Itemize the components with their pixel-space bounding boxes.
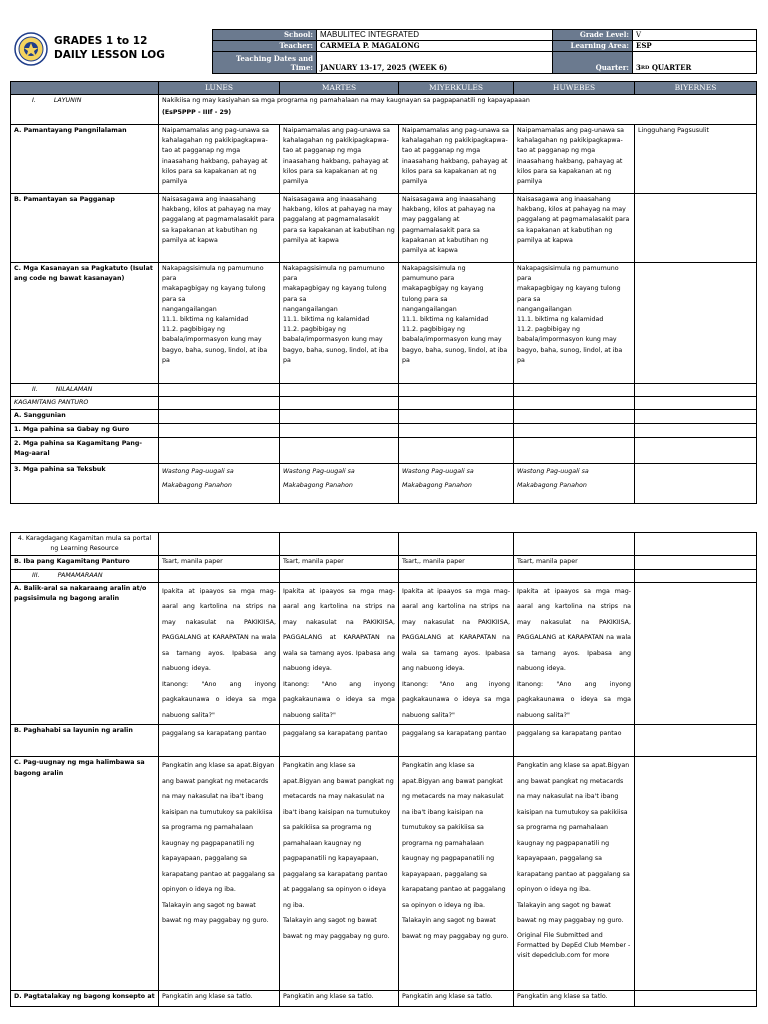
karagdagang-kagamitan-label: 4. Karagdagang Kagamitan mula sa portal ng Learning Resource <box>11 533 159 556</box>
teaching-dates-label: Teaching Dates and Time: <box>213 52 317 74</box>
kasanayan-martes: Nakapagsisimula ng pamumuno para makapagbigay ng kayang tulong para sa nangangailangan 11.1. biktima ng kalamidad 11.2. pagbibigay ng babala/impormasyon kung may bagyo, baha, sunog, lindol, at iba pa <box>280 263 399 384</box>
nilalaman-label <box>11 384 159 397</box>
pagtatalakay-huwebes: Pangkatin ang klase sa tatlo. <box>514 991 635 1007</box>
learning-area-label: Learning Area: <box>553 41 633 52</box>
kagamitang-pang-mag-aaral-row <box>11 437 757 463</box>
teaching-dates-value: JANUARY 13-17, 2025 (WEEK 6) <box>317 52 553 74</box>
pamantayan-sa-pagganap-label: B. Pamantayan sa Pagganap <box>11 194 159 263</box>
iba-pang-lunes: Tsart, manila paper <box>159 556 280 569</box>
layunin-text: Nakikiisa ng may kasiyahan sa mga programa ng pamahalaan na may kaugnayan sa pagpapanatili ng kapayapaaan <box>162 97 530 104</box>
pag-uugnay-huwebes-cell <box>514 757 635 991</box>
paghahabi-miyerkules: paggalang sa karapatang pantao <box>399 725 514 757</box>
paghahabi-row <box>11 725 757 757</box>
pagganap-lunes: Naisasagawa ang inaasahang hakbang, kilos at pahayag na may paggalang at pagmamalasakit para sa kapakanan at kabutihan ng pamilya at kapwa <box>159 194 280 263</box>
quarter-value <box>633 52 757 74</box>
pagtatalakay-martes: Pangkatin ang klase sa tatlo. <box>280 991 399 1007</box>
depedclub-note: Original File Submitted and Formatted by DepEd Club Member - visit depedclub.com for more <box>517 931 631 959</box>
kasanayan-miyerkules: Nakapagsisimula ng pamumuno para makapagbigay ng kayang tulong para sa nangangailangan 11.1. biktima ng kalamidad 11.2. pagbibigay ng babala/impormasyon kung may bagyo, baha, sunog, lindol, at iba pa <box>399 263 514 384</box>
day-header-huwebes: HUWEBES <box>514 82 635 95</box>
pagtatalakay-miyerkules: Pangkatin ang klase sa tatlo. <box>399 991 514 1007</box>
school-value: MABULITEC INTEGRATED <box>317 30 553 41</box>
iba-pang-kagamitan-label: B. Iba pang Kagamitang Panturo <box>11 556 159 569</box>
pamamaraan-label <box>11 569 159 582</box>
pamamaraan-row <box>11 569 757 582</box>
pamamaraan-title: PAMAMARAAN <box>57 571 103 579</box>
pagganap-martes: Naisasagawa ang inaasahang hakbang, kilos at pahayag na may paggalang at pagmamalasakit para sa kapakanan at kabutihan ng pamilya at kapwa <box>280 194 399 263</box>
teksbuk-row <box>11 463 757 503</box>
balik-aral-row <box>11 582 757 725</box>
day-header-martes: MARTES <box>280 82 399 95</box>
balik-aral-label: A. Balik-aral sa nakaraang aralin at/o pagsisimula ng bagong aralin <box>11 582 159 725</box>
balik-aral-lunes: Ipakita at ipaayos sa mga mag-aaral ang kartolina na strips na may nakasulat na PAKIKIISA, PAGGALANG at KARAPATAN na wala sa tamang ayos. Ipabasa ang nabuong ideya. Itanong: "Ano ang inyong pagkakaunawa o ideya sa mga nabuong salita?" <box>159 582 280 725</box>
day-header-lunes: LUNES <box>159 82 280 95</box>
kasanayan-label: C. Mga Kasanayan sa Pagkatuto (Isulat ang code ng bawat kasanayan) <box>11 263 159 384</box>
pag-uugnay-lunes: Pangkatin ang klase sa apat.Bigyan ang bawat pangkat ng metacards na may nakasulat na iba't ibang kaisipan na tumutukoy sa pakikiisa sa programa ng pamahalaan kaugnay ng pagpapanatili ng kapayapaan, paggalang sa karapatang pantao at paggalang sa opinyon o ideya ng iba. Talakayin ang sagot ng bawat bawat ng may paggabay ng guro. <box>159 757 280 991</box>
pagganap-miyerkules: Naisasagawa ang inaasahang hakbang, kilos at pahayag na may paggalang at pagmamalasakit para sa kapakanan at kabutihan ng pamilya at kapwa <box>399 194 514 263</box>
teacher-label: Teacher: <box>213 41 317 52</box>
school-label: School: <box>213 30 317 41</box>
paghahabi-huwebes: paggalang sa karapatang pantao <box>514 725 635 757</box>
grade-level-label: Grade Level: <box>553 30 633 41</box>
pagtatalakay-row <box>11 991 757 1007</box>
pagtatalakay-label: D. Pagtatalakay ng bagong konsepto at <box>11 991 159 1007</box>
kasanayan-row <box>11 263 757 384</box>
pag-uugnay-martes: Pangkatin ang klase sa apat.Bigyan ang bawat pangkat ng metacards na may nakasulat na iba't ibang kaisipan na tumutukoy sa pakikiisa sa programa ng pamahalaan kaugnay ng pagpapanatili ng kapayapaan, paggalang sa karapatang pantao at paggalang sa opinyon o ideya ng iba. Talakayin ang sagot ng bawat bawat ng may paggabay ng guro. <box>280 757 399 991</box>
kasanayan-biyernes <box>635 263 757 384</box>
pangnilalaman-martes: Naipamamalas ang pag-unawa sa kahalagahan ng pakikipagkapwa-tao at pagganap ng mga inaasahang hakbang, pahayag at kilos para sa kapakanan at ng pamilya <box>280 125 399 194</box>
quarter-word: QUARTER <box>651 63 692 72</box>
pag-uugnay-row <box>11 757 757 991</box>
pagganap-biyernes <box>635 194 757 263</box>
nilalaman-title: NILALAMAN <box>55 386 93 393</box>
nilalaman-row <box>11 384 757 397</box>
quarter-number: 3 <box>636 63 641 72</box>
pangnilalaman-biyernes: Lingguhang Pagsusulit <box>635 125 757 194</box>
paghahabi-lunes: paggalang sa karapatang pantao <box>159 725 280 757</box>
layunin-code: (EsP5PPP - IIIf - 29) <box>162 109 232 117</box>
pangnilalaman-miyerkules: Naipamamalas ang pag-unawa sa kahalagahan ng pakikipagkapwa-tao at pagganap ng mga inaasahang hakbang, pahayag at kilos para sa kapakanan at ng pamilya <box>399 125 514 194</box>
teksbuk-huwebes: Wastong Pag-uugali sa Makabagong Panahon <box>514 463 635 503</box>
balik-aral-miyerkules: Ipakita at ipaayos sa mga mag-aaral ang kartolina na strips na may nakasulat na PAKIKIISA, PAGGALANG at KARAPATAN na wala sa tamang ayos. Ipabasa ang nabuong ideya. Itanong: "Ano ang inyong pagkakaunawa o ideya sa mga nabuong salita?" <box>399 582 514 725</box>
iba-pang-miyerkules: Tsart,, manila paper <box>399 556 514 569</box>
pagtatalakay-lunes: Pangkatin ang klase sa tatlo. <box>159 991 280 1007</box>
sanggunian-label: A. Sanggunian <box>11 410 159 423</box>
teksbuk-biyernes <box>635 463 757 503</box>
paghahabi-label: B. Paghahabi sa layunin ng aralin <box>11 725 159 757</box>
kagamitang-pang-mag-aaral-label: 2. Mga pahina sa Kagamitang Pang-Mag-aaral <box>11 437 159 463</box>
corner-cell <box>11 82 159 95</box>
lesson-log-table-page-2 <box>10 532 757 1007</box>
pamamaraan-number: III. <box>32 571 40 579</box>
kagamitang-panturo-label: KAGAMITANG PANTURO <box>11 397 159 410</box>
layunin-text-cell <box>159 95 757 125</box>
balik-aral-martes: Ipakita at ipaayos sa mga mag-aaral ang kartolina na strips na may nakasulat na PAKIKIISA, PAGGALANG at KARAPATAN na wala sa tamang ayos. Ipabasa ang nabuong ideya. Itanong: "Ano ang inyong pagkakaunawa o ideya sa mga nabuong salita?" <box>280 582 399 725</box>
deped-seal-icon <box>14 32 48 66</box>
layunin-label <box>11 95 159 125</box>
document-title <box>54 34 165 62</box>
nilalaman-number: II. <box>32 386 38 393</box>
learning-area-value: ESP <box>633 41 757 52</box>
quarter-label: Quarter: <box>553 52 633 74</box>
day-header-biyernes: BIYERNES <box>635 82 757 95</box>
layunin-number: I. <box>32 97 36 104</box>
paghahabi-martes: paggalang sa karapatang pantao <box>280 725 399 757</box>
kagamitang-panturo-row <box>11 397 757 410</box>
header-info-table <box>212 29 757 74</box>
lesson-log-table-page-1 <box>10 81 757 504</box>
title-line-1: GRADES 1 to 12 <box>54 35 148 47</box>
pamantayang-pangnilalaman-row <box>11 125 757 194</box>
iba-pang-kagamitan-row <box>11 556 757 569</box>
pamantayang-pangnilalaman-label: A. Pamantayang Pangnilalaman <box>11 125 159 194</box>
pangnilalaman-huwebes: Naipamamalas ang pag-unawa sa kahalagahan ng pakikipagkapwa-tao at pagganap ng mga inaasahang hakbang, pahayag at kilos para sa kapakanan at ng pamilya <box>514 125 635 194</box>
layunin-title: LAYUNIN <box>53 97 82 104</box>
pag-uugnay-huwebes: Pangkatin ang klase sa apat.Bigyan ang bawat pangkat ng metacards na may nakasulat na iba't ibang kaisipan na tumutukoy sa pakikiisa sa programa ng pamahalaan kaugnay ng pagpapanatili ng kapayapaan, paggalang sa karapatang pantao at paggalang sa opinyon o ideya ng iba. Talakayin ang sagot ng bawat bawat ng may paggabay ng guro. <box>517 762 630 925</box>
iba-pang-martes: Tsart, manila paper <box>280 556 399 569</box>
gabay-ng-guro-row <box>11 423 757 437</box>
quarter-suffix: RD <box>640 65 650 71</box>
sanggunian-row <box>11 410 757 423</box>
teksbuk-martes: Wastong Pag-uugali sa Makabagong Panahon <box>280 463 399 503</box>
layunin-row <box>11 95 757 125</box>
pag-uugnay-label: C. Pag-uugnay ng mga halimbawa sa bagong aralin <box>11 757 159 991</box>
teksbuk-miyerkules: Wastong Pag-uugali sa Makabagong Panahon <box>399 463 514 503</box>
balik-aral-huwebes: Ipakita at ipaayos sa mga mag-aaral ang kartolina na strips na may nakasulat na PAKIKIISA, PAGGALANG at KARAPATAN na wala sa tamang ayos. Ipabasa ang nabuong ideya. Itanong: "Ano ang inyong pagkakaunawa o ideya sa mga nabuong salita?" <box>514 582 635 725</box>
teksbuk-lunes: Wastong Pag-uugali sa Makabagong Panahon <box>159 463 280 503</box>
day-header-row <box>11 82 757 95</box>
pamantayan-sa-pagganap-row <box>11 194 757 263</box>
pagganap-huwebes: Naisasagawa ang inaasahang hakbang, kilos at pahayag na may paggalang at pagmamalasakit para sa kapakanan at kabutihan ng pamilya at kapwa <box>514 194 635 263</box>
karagdagang-kagamitan-row <box>11 533 757 556</box>
kasanayan-lunes: Nakapagsisimula ng pamumuno para makapagbigay ng kayang tulong para sa nangangailangan 11.1. biktima ng kalamidad 11.2. pagbibigay ng babala/impormasyon kung may bagyo, baha, sunog, lindol, at iba pa <box>159 263 280 384</box>
day-header-miyerkules: MIYERKULES <box>399 82 514 95</box>
gabay-ng-guro-label: 1. Mga pahina sa Gabay ng Guro <box>11 423 159 437</box>
title-line-2: DAILY LESSON LOG <box>54 49 165 61</box>
pag-uugnay-miyerkules: Pangkatin ang klase sa apat.Bigyan ang bawat pangkat ng metacards na may nakasulat na iba't ibang kaisipan na tumutukoy sa pakikiisa sa programa ng pamahalaan kaugnay ng pagpapanatili ng kapayapaan, paggalang sa karapatang pantao at paggalang sa opinyon o ideya ng iba. Talakayin ang sagot ng bawat bawat ng may paggabay ng guro. <box>399 757 514 991</box>
kasanayan-huwebes: Nakapagsisimula ng pamumuno para makapagbigay ng kayang tulong para sa nangangailangan 11.1. biktima ng kalamidad 11.2. pagbibigay ng babala/impormasyon kung may bagyo, baha, sunog, lindol, at iba pa <box>514 263 635 384</box>
teksbuk-label: 3. Mga pahina sa Teksbuk <box>11 463 159 503</box>
iba-pang-huwebes: Tsart, manila paper <box>514 556 635 569</box>
teacher-value: CARMELA P. MAGALONG <box>317 41 553 52</box>
grade-level-value: V <box>633 30 757 41</box>
pangnilalaman-lunes: Naipamamalas ang pag-unawa sa kahalagahan ng pakikipagkapwa-tao at pagganap ng mga inaasahang hakbang, pahayag at kilos para sa kapakanan at ng pamilya <box>159 125 280 194</box>
